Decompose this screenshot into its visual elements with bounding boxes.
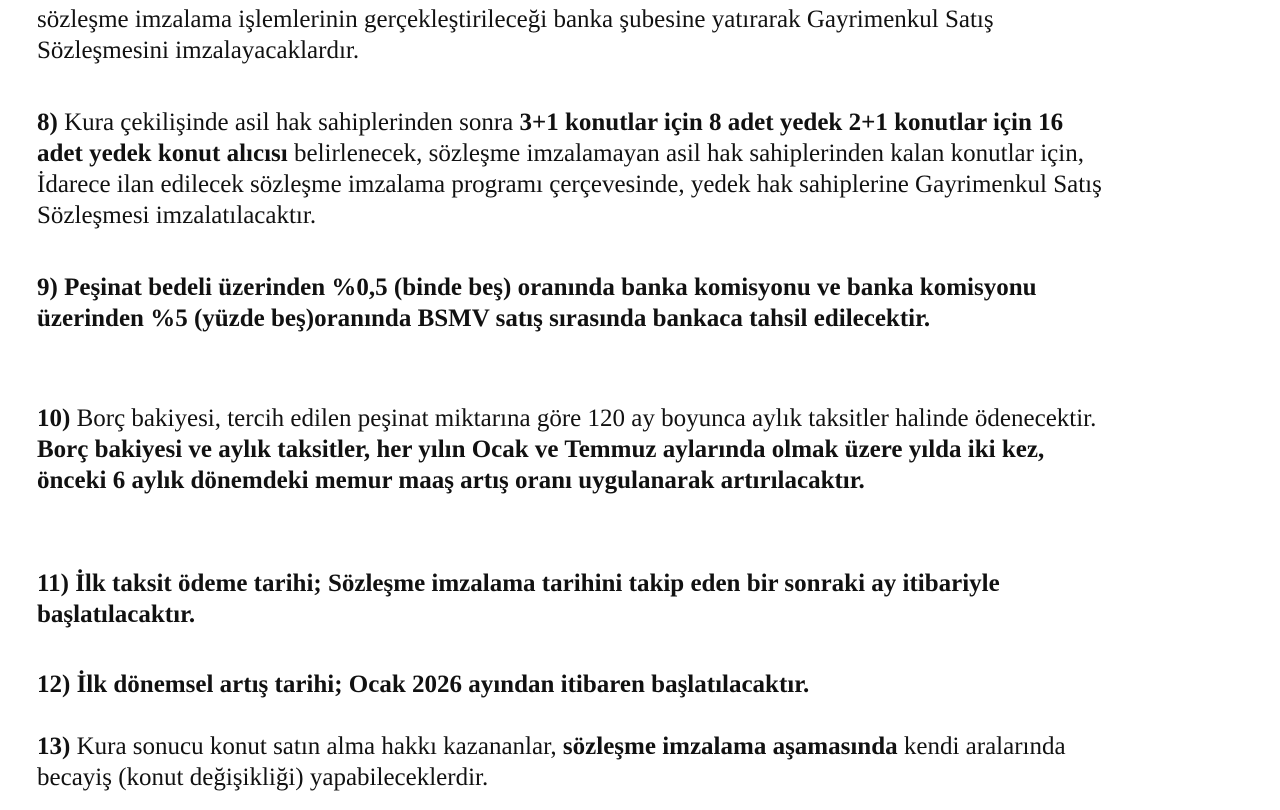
item-12-paragraph bbox=[37, 669, 1267, 700]
item-8-text-2a: adet yedek konut alıcısı bbox=[37, 140, 288, 167]
item-9-line-1: 9) Peşinat bedeli üzerinden %0,5 (binde beş) oranında banka komisyonu ve banka komisyonu bbox=[37, 274, 1037, 301]
item-11-paragraph bbox=[37, 568, 1267, 630]
item-8-line-4: Sözleşmesi imzalatılacaktır. bbox=[37, 202, 317, 229]
item-13-text-1b: sözleşme imzalama aşamasında bbox=[562, 733, 898, 760]
item-8-line-1 bbox=[37, 107, 1267, 138]
item-10-line-3: önceki 6 aylık dönemdeki memur maaş artış oranı uygulanarak artırılacaktır. bbox=[37, 467, 865, 494]
item-8-text-1a: Kura çekilişinde asil hak sahiplerinden sonra bbox=[57, 109, 520, 136]
item-9-paragraph bbox=[37, 272, 1267, 334]
item-10-line-1 bbox=[37, 403, 1267, 434]
item-9-line-2: üzerinden %5 (yüzde beş)oranında BSMV satış sırasında bankaca tahsil edilecektir. bbox=[37, 305, 931, 332]
item-10-number: 10) bbox=[37, 405, 71, 432]
item-8-number: 8) bbox=[37, 109, 58, 136]
item-8-line-2 bbox=[37, 138, 1267, 169]
item-13-line-1 bbox=[37, 731, 1267, 762]
item-8-text-2b: belirlenecek, sözleşme imzalamayan asil hak sahiplerinden kalan konutlar için, bbox=[287, 140, 1084, 167]
item-13-paragraph bbox=[37, 731, 1267, 793]
item-13-text-1c: kendi aralarında bbox=[897, 733, 1066, 760]
item-11-line-2: başlatılacaktır. bbox=[37, 601, 196, 628]
item-13-number: 13) bbox=[37, 733, 71, 760]
item-12-line-1: 12) İlk dönemsel artış tarihi; Ocak 2026 ayından itibaren başlatılacaktır. bbox=[37, 671, 810, 698]
item-8-text-1b: 3+1 konutlar için 8 adet yedek 2+1 konutlar için 16 bbox=[519, 109, 1064, 136]
item-8-paragraph bbox=[37, 107, 1267, 231]
intro-paragraph bbox=[37, 4, 1267, 66]
item-11-line-1: 11) İlk taksit ödeme tarihi; Sözleşme imzalama tarihini takip eden bir sonraki ay itibariyle bbox=[37, 570, 1000, 597]
intro-line-2: Sözleşmesini imzalayacaklardır. bbox=[37, 37, 360, 64]
intro-line-1: sözleşme imzalama işlemlerinin gerçekleştirileceği banka şubesine yatırarak Gayrimenkul Satış bbox=[37, 6, 994, 33]
item-8-line-3: İdarece ilan edilecek sözleşme imzalama programı çerçevesinde, yedek hak sahiplerine Gayrimenkul Satış bbox=[37, 171, 1102, 198]
item-10-paragraph bbox=[37, 403, 1267, 496]
item-10-line-2: Borç bakiyesi ve aylık taksitler, her yılın Ocak ve Temmuz aylarında olmak üzere yılda iki kez, bbox=[37, 436, 1045, 463]
item-13-line-2: becayiş (konut değişikliği) yapabileceklerdir. bbox=[37, 764, 489, 791]
item-13-text-1a: Kura sonucu konut satın alma hakkı kazananlar, bbox=[70, 733, 563, 760]
item-10-text-1: Borç bakiyesi, tercih edilen peşinat miktarına göre 120 ay boyunca aylık taksitler halinde ödenecektir. bbox=[70, 405, 1097, 432]
